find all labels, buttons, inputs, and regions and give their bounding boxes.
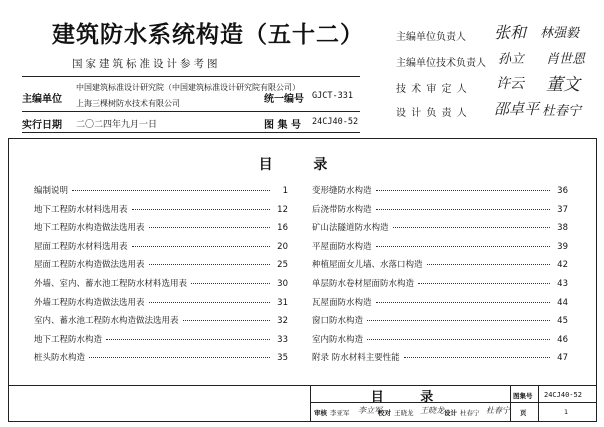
toc-entry-title: 附录 防水材料主要性能 (312, 353, 400, 364)
editor-unit-1: 中国建筑标准设计研究院（中国建筑标准设计研究院有限公司） (76, 83, 300, 92)
toc-entry (34, 184, 288, 196)
titleblock-check-sign: 王晓龙 (420, 406, 444, 415)
signature-1b: 林强毅 (540, 26, 580, 41)
toc-entry-page: 36 (557, 186, 568, 196)
titleblock-check-name: 王晓龙 (394, 409, 414, 417)
toc-entry-page: 45 (557, 316, 568, 327)
toc-entry-title: 瓦屋面防水构造 (312, 297, 372, 308)
sig-label-2: 主编单位技术负责人 (396, 58, 486, 69)
toc-leader-dots (427, 264, 550, 265)
toc-entry-page: 42 (557, 260, 568, 271)
titleblock-v2 (510, 385, 511, 421)
toc-entry (34, 314, 288, 326)
toc-leader-dots (132, 209, 270, 210)
frame-left (8, 138, 9, 422)
toc-entry-page: 44 (557, 297, 568, 308)
toc-leader-dots (404, 357, 550, 358)
toc-entry (34, 240, 288, 252)
toc-entry-title: 室内防水构造 (312, 334, 364, 345)
toc-entry (34, 277, 288, 289)
toc-entry (312, 240, 568, 252)
titleblock-check-label: 校对 (378, 409, 391, 417)
sig-label-3: 技 术 审 定 人 (396, 84, 468, 95)
toc-entry-page: 31 (277, 297, 288, 308)
toc-entry-title: 室内、蓄水池工程防水构造做法选用表 (34, 316, 179, 327)
toc-entry-title: 地下工程防水材料选用表 (34, 204, 128, 215)
atlas-label: 图 集 号 (264, 120, 301, 131)
toc-heading: 目 录 (258, 157, 346, 173)
toc-entry (312, 314, 568, 326)
titleblock-review-label: 审核 (314, 409, 327, 417)
toc-entry-title: 屋面工程防水构造做法选用表 (34, 260, 145, 271)
toc-entry-title: 窗口防水构造 (312, 316, 364, 327)
toc-leader-dots (89, 357, 270, 358)
toc-entry-title: 编制说明 (34, 186, 69, 196)
toc-leader-dots (191, 283, 270, 284)
signature-4a: 邵卓平 (494, 100, 540, 118)
toc-entry (312, 258, 568, 270)
toc-entry (34, 258, 288, 270)
titleblock-bottom (8, 421, 596, 422)
titleblock-v3 (538, 385, 539, 421)
toc-entry (312, 277, 568, 289)
frame-top (8, 138, 596, 139)
toc-leader-dots (376, 246, 550, 247)
toc-entry-title: 变形缝防水构造 (312, 186, 372, 196)
titleblock-review-name: 李亚军 (330, 409, 350, 417)
toc-entry (312, 184, 568, 196)
toc-entry-page: 38 (557, 223, 568, 234)
toc-entry (312, 203, 568, 215)
toc-entry (34, 351, 288, 363)
header-divider-bottom (22, 132, 360, 133)
signature-2a: 孙立 (498, 52, 525, 67)
header-divider-mid (22, 111, 360, 112)
toc-entry-page: 12 (277, 204, 288, 215)
toc-entry-title: 平屋面防水构造 (312, 241, 372, 252)
signature-4b: 杜春宁 (542, 104, 582, 119)
titleblock-drawing-title: 目 录 (370, 390, 450, 405)
toc-entry-page: 43 (557, 279, 568, 289)
toc-leader-dots (149, 227, 270, 228)
date-label: 实行日期 (22, 120, 62, 131)
sig-label-1: 主编单位负责人 (396, 32, 466, 43)
toc-entry-title: 桩头防水构造 (34, 353, 86, 364)
titleblock-atlas-label: 图集号 (513, 392, 533, 400)
toc-entry-page: 32 (277, 316, 288, 327)
toc-leader-dots (393, 227, 550, 228)
toc-entry-title: 地下工程防水构造 (34, 334, 103, 345)
titleblock-design-name: 杜春宁 (460, 409, 480, 417)
atlas-value: 24CJ40-52 (312, 117, 359, 127)
toc-leader-dots (132, 246, 270, 247)
toc-entry-page: 37 (557, 204, 568, 215)
toc-entry (34, 333, 288, 345)
toc-entry-page: 35 (277, 353, 288, 364)
toc-entry-page: 33 (277, 334, 288, 345)
titleblock-design-label: 设计 (444, 409, 457, 417)
titleblock-atlas-value: 24CJ40-52 (544, 391, 582, 399)
toc-entry (34, 296, 288, 308)
toc-leader-dots (376, 209, 550, 210)
toc-entry-title: 外墙工程防水构造做法选用表 (34, 297, 145, 308)
toc-leader-dots (106, 339, 270, 340)
signature-3a: 许云 (496, 76, 524, 92)
toc-entry-title: 种植屋面女儿墙、水落口构造 (312, 260, 423, 271)
toc-entry (34, 221, 288, 233)
toc-entry (34, 203, 288, 215)
toc-entry-page: 1 (282, 186, 288, 196)
toc-entry-title: 单层防水卷材屋面防水构造 (312, 279, 415, 289)
toc-entry (312, 296, 568, 308)
code-value: GJCT-331 (312, 91, 353, 101)
signature-2b: 肖世恩 (546, 52, 586, 67)
toc-entry-page: 46 (557, 334, 568, 345)
editor-unit-2: 上海三棵树防水技术有限公司 (76, 99, 180, 108)
toc-entry-page: 39 (557, 241, 568, 252)
toc-entry-title: 矿山法隧道防水构造 (312, 223, 389, 234)
header-divider-top (22, 76, 360, 77)
sig-label-4: 设 计 负 责 人 (396, 108, 468, 119)
toc-leader-dots (376, 190, 550, 191)
toc-entry-page: 20 (277, 241, 288, 252)
toc-entry (312, 221, 568, 233)
toc-entry-page: 47 (557, 353, 568, 364)
toc-leader-dots (72, 190, 270, 191)
frame-right (596, 138, 597, 422)
toc-leader-dots (149, 302, 270, 303)
toc-leader-dots (367, 339, 550, 340)
editor-label: 主编单位 (22, 94, 62, 105)
toc-leader-dots (376, 302, 550, 303)
date-value: 二〇二四年九月一日 (76, 120, 158, 130)
signature-3b: 董文 (546, 75, 580, 95)
titleblock-review-sign: 李立军 (358, 406, 382, 415)
titleblock-design-sign: 杜春宁 (486, 406, 510, 415)
toc-entry-title: 地下工程防水构造做法选用表 (34, 223, 145, 234)
toc-entry-page: 25 (277, 260, 288, 271)
toc-leader-dots (183, 320, 270, 321)
titleblock-page-value: 1 (564, 408, 569, 416)
toc-entry-page: 30 (277, 279, 288, 289)
toc-entry-title: 屋面工程防水材料选用表 (34, 241, 128, 252)
toc-entry (312, 333, 568, 345)
toc-entry-title: 后浇带防水构造 (312, 204, 372, 215)
titleblock-page-label: 页 (520, 409, 527, 417)
toc-leader-dots (418, 283, 550, 284)
toc-leader-dots (149, 264, 270, 265)
toc-entry-title: 外墙、室内、蓄水池工程防水材料选用表 (34, 279, 188, 289)
signature-1a: 张和 (494, 23, 527, 42)
document-subtitle: 国家建筑标准设计参考图 (72, 58, 221, 70)
document-title: 建筑防水系统构造（五十二） (52, 21, 364, 48)
toc-entry-page: 16 (277, 223, 288, 234)
toc-leader-dots (367, 320, 550, 321)
toc-entry (312, 351, 568, 363)
code-label: 统一编号 (264, 94, 304, 105)
